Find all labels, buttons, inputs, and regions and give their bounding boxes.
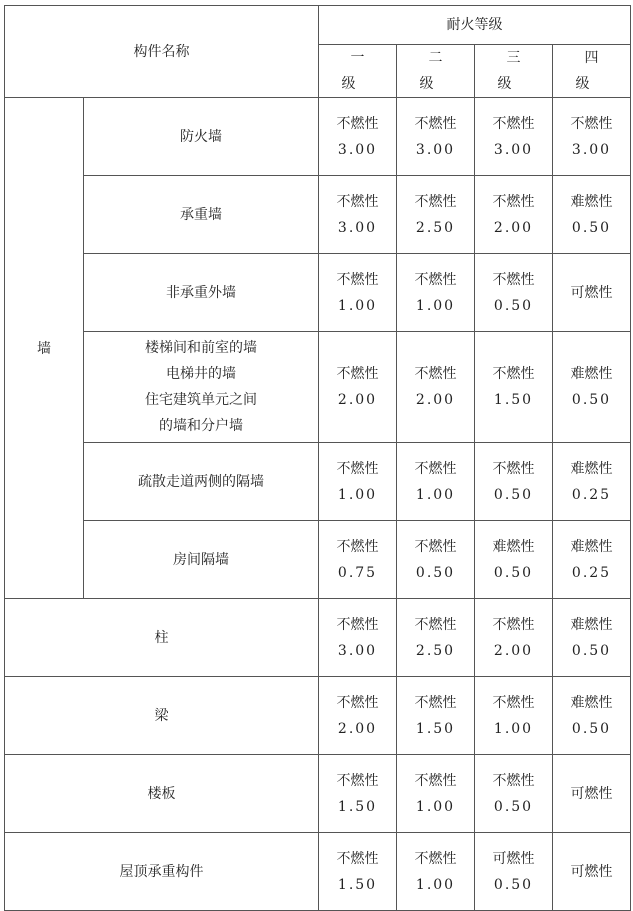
table-row: [5, 98, 631, 176]
table-row: [5, 176, 631, 254]
rating-cell: [475, 833, 553, 911]
rating-cell: [553, 833, 631, 911]
fire-hours: 3.00: [337, 219, 378, 236]
grade-label: 一级: [341, 50, 383, 92]
fire-hours: 0.50: [493, 564, 534, 581]
fire-hours: 2.00: [493, 642, 534, 659]
rating-cell: [319, 521, 397, 599]
rating-cell: [319, 98, 397, 176]
table-row: [5, 755, 631, 833]
fire-rating-header: 耐火等级: [319, 6, 631, 45]
grade-3-header: [475, 45, 553, 98]
fire-hours: 1.50: [337, 798, 378, 815]
rating-cell: [553, 755, 631, 833]
component-name: 屋顶承重构件: [5, 833, 319, 911]
material-class: 不燃性: [336, 115, 379, 132]
component-name: [84, 521, 319, 599]
material-class: 不燃性: [414, 115, 457, 132]
rating-cell: [397, 755, 475, 833]
material-class: 不燃性: [336, 772, 379, 789]
fire-hours: 1.00: [415, 486, 456, 503]
material-class: 不燃性: [336, 271, 379, 288]
rating-cell: [553, 521, 631, 599]
fire-hours: 0.75: [337, 564, 378, 581]
table-row: [5, 677, 631, 755]
material-class: 难燃性: [570, 366, 613, 382]
material-class: 不燃性: [414, 772, 457, 789]
material-class: 难燃性: [570, 538, 613, 555]
fire-hours: 1.50: [493, 392, 534, 408]
material-class: 不燃性: [414, 616, 457, 633]
fire-hours: 3.00: [493, 141, 534, 158]
rating-cell: [553, 443, 631, 521]
rating-cell: [475, 677, 553, 755]
rating-cell: [553, 332, 631, 443]
rating-cell: [319, 599, 397, 677]
component-name: [84, 443, 319, 521]
material-class: 难燃性: [570, 193, 613, 210]
fire-hours: 0.50: [571, 219, 612, 236]
rating-cell: [553, 254, 631, 332]
grade-label: 三级: [497, 50, 539, 92]
component-name: 柱: [5, 599, 319, 677]
name-line: 楼梯间和前室的墙: [145, 340, 257, 356]
component-name: [84, 254, 319, 332]
rating-cell: [475, 176, 553, 254]
fire-hours: 0.25: [571, 486, 612, 503]
material-class: 可燃性: [570, 284, 613, 301]
fire-hours: 2.00: [337, 392, 378, 408]
fire-hours: 3.00: [337, 642, 378, 659]
rating-cell: [475, 98, 553, 176]
material-class: 不燃性: [414, 271, 457, 288]
rating-cell: [397, 254, 475, 332]
material-class: 不燃性: [336, 366, 379, 382]
component-name: [84, 332, 319, 443]
name-line: 承重墙: [180, 206, 222, 223]
material-class: 不燃性: [336, 460, 379, 477]
rating-cell: [475, 755, 553, 833]
rating-cell: [475, 254, 553, 332]
grade-4-header: [553, 45, 631, 98]
table-row: [5, 833, 631, 911]
material-class: 难燃性: [492, 538, 535, 555]
fire-hours: 0.50: [571, 642, 612, 659]
material-class: 不燃性: [336, 193, 379, 210]
material-class: 不燃性: [414, 538, 457, 555]
fire-hours: 1.00: [337, 486, 378, 503]
material-class: 不燃性: [414, 193, 457, 210]
material-class: 不燃性: [414, 460, 457, 477]
material-class: 不燃性: [414, 850, 457, 867]
rating-cell: [319, 176, 397, 254]
wall-group-label: 墙: [5, 98, 84, 599]
fire-hours: 2.00: [493, 219, 534, 236]
table-row: [5, 599, 631, 677]
fire-hours: 1.00: [493, 720, 534, 737]
component-name: [84, 176, 319, 254]
fire-hours: 1.00: [415, 798, 456, 815]
rating-cell: [475, 521, 553, 599]
name-line: 的墙和分户墙: [159, 418, 243, 434]
material-class: 不燃性: [492, 115, 535, 132]
rating-cell: [475, 443, 553, 521]
fire-hours: 2.50: [415, 642, 456, 659]
name-line: 疏散走道两侧的隔墙: [138, 473, 264, 490]
component-name: 梁: [5, 677, 319, 755]
material-class: 不燃性: [414, 366, 457, 382]
rating-cell: [319, 677, 397, 755]
rating-cell: [553, 98, 631, 176]
rating-cell: [319, 833, 397, 911]
fire-hours: 0.50: [493, 798, 534, 815]
material-class: 不燃性: [492, 460, 535, 477]
grade-1-header: [319, 45, 397, 98]
fire-hours: 3.00: [571, 141, 612, 158]
material-class: 不燃性: [492, 772, 535, 789]
table-row: [5, 443, 631, 521]
table-row: [5, 521, 631, 599]
fire-hours: 0.50: [493, 297, 534, 314]
rating-cell: [397, 833, 475, 911]
table-row: [5, 254, 631, 332]
material-class: 不燃性: [492, 694, 535, 711]
fire-hours: 3.00: [415, 141, 456, 158]
material-class: 不燃性: [492, 616, 535, 633]
material-class: 不燃性: [492, 271, 535, 288]
rating-cell: [397, 677, 475, 755]
header-row: [5, 6, 631, 45]
fire-hours: 1.50: [337, 876, 378, 893]
fire-hours: 1.00: [415, 297, 456, 314]
name-line: 电梯井的墙: [166, 366, 236, 382]
rating-cell: [553, 599, 631, 677]
component-name: 楼板: [5, 755, 319, 833]
fire-hours: 0.25: [571, 564, 612, 581]
material-class: 不燃性: [336, 850, 379, 867]
grade-label: 四级: [575, 50, 617, 92]
fire-hours: 0.50: [571, 720, 612, 737]
fire-hours: 1.00: [415, 876, 456, 893]
rating-cell: [397, 332, 475, 443]
grade-label: 二级: [419, 50, 461, 92]
rating-cell: [319, 755, 397, 833]
rating-cell: [397, 521, 475, 599]
material-class: 难燃性: [570, 694, 613, 711]
fire-hours: 0.50: [415, 564, 456, 581]
material-class: 可燃性: [492, 850, 535, 867]
fire-hours: 2.50: [415, 219, 456, 236]
rating-cell: [553, 176, 631, 254]
material-class: 不燃性: [336, 538, 379, 555]
material-class: 可燃性: [570, 785, 613, 802]
rating-cell: [319, 332, 397, 443]
rating-cell: [319, 443, 397, 521]
material-class: 不燃性: [414, 694, 457, 711]
fire-hours: 0.50: [493, 486, 534, 503]
fire-hours: 1.50: [415, 720, 456, 737]
rating-cell: [397, 443, 475, 521]
fire-rating-table: [4, 5, 631, 911]
fire-hours: 0.50: [571, 392, 612, 408]
fire-hours: 2.00: [415, 392, 456, 408]
name-line: 住宅建筑单元之间: [145, 392, 257, 408]
material-class: 不燃性: [492, 193, 535, 210]
name-line: 房间隔墙: [173, 551, 229, 568]
rating-cell: [553, 677, 631, 755]
rating-cell: [475, 599, 553, 677]
material-class: 难燃性: [570, 616, 613, 633]
rating-cell: [397, 98, 475, 176]
fire-hours: 0.50: [493, 876, 534, 893]
fire-hours: 3.00: [337, 141, 378, 158]
component-name-header: 构件名称: [5, 6, 319, 98]
rating-cell: [475, 332, 553, 443]
rating-cell: [397, 599, 475, 677]
material-class: 不燃性: [336, 616, 379, 633]
material-class: 可燃性: [570, 863, 613, 880]
name-line: 非承重外墙: [166, 284, 236, 301]
component-name: [84, 98, 319, 176]
fire-hours: 2.00: [337, 720, 378, 737]
material-class: 不燃性: [492, 366, 535, 382]
rating-cell: [397, 176, 475, 254]
fire-hours: 1.00: [337, 297, 378, 314]
rating-cell: [319, 254, 397, 332]
table-row: [5, 332, 631, 443]
material-class: 不燃性: [570, 115, 613, 132]
material-class: 不燃性: [336, 694, 379, 711]
grade-2-header: [397, 45, 475, 98]
name-line: 防火墙: [180, 128, 222, 145]
material-class: 难燃性: [570, 460, 613, 477]
